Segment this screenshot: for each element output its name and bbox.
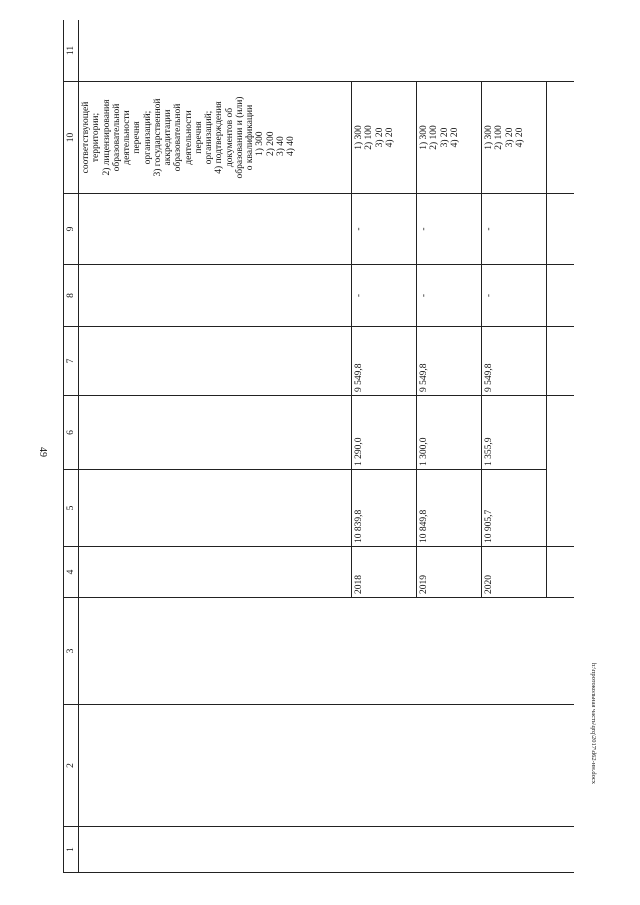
cell-c2 bbox=[547, 705, 575, 827]
cell-c9-main bbox=[79, 194, 352, 265]
cell-c1 bbox=[417, 827, 482, 873]
text-line: 4) 40 bbox=[286, 136, 296, 156]
text-line: образовательной bbox=[173, 103, 184, 172]
indicator-value: 3) 20 bbox=[374, 127, 385, 148]
text-line: 4) подтверждения bbox=[214, 101, 225, 174]
cell-total: 10 839,8 bbox=[352, 470, 417, 547]
indicator-value: 1) 300 bbox=[484, 125, 494, 150]
cell-c8: - bbox=[352, 265, 417, 327]
cell-c9: - bbox=[417, 194, 482, 265]
col-header-7: 7 bbox=[64, 327, 79, 396]
cell-c2-main bbox=[79, 705, 352, 827]
header-row bbox=[64, 20, 79, 873]
text-line: образовательной bbox=[111, 103, 122, 172]
cell-c3 bbox=[352, 598, 417, 705]
text-line: о квалификации bbox=[245, 104, 255, 171]
cell-c2 bbox=[482, 705, 547, 827]
col-header-4: 4 bbox=[64, 547, 79, 598]
cell-c10 bbox=[547, 82, 575, 194]
indicator-value: 4) 20 bbox=[514, 127, 525, 148]
indicator-value: 3) 20 bbox=[439, 127, 450, 148]
text-line: перечня bbox=[132, 121, 143, 154]
cell-c6-main bbox=[79, 396, 352, 470]
indicator-value: 2) 100 bbox=[364, 125, 375, 150]
indicator-value: 4) 20 bbox=[384, 127, 395, 148]
cell-indicators bbox=[417, 82, 482, 194]
cell-c7: 9 549,8 bbox=[352, 327, 417, 396]
col-header-1: 1 bbox=[64, 827, 79, 873]
footer-file-path: h:\протокольная часть\qrq\2017\d62-нн.docx bbox=[590, 663, 597, 784]
cell-indicators bbox=[482, 82, 547, 194]
rotated-table-container bbox=[63, 20, 574, 873]
cell-c1 bbox=[352, 827, 417, 873]
cell-c3 bbox=[417, 598, 482, 705]
table-row bbox=[352, 20, 417, 873]
col-header-2: 2 bbox=[64, 705, 79, 827]
indicator-value: 1) 300 bbox=[354, 125, 364, 150]
cell-c5-main bbox=[79, 470, 352, 547]
text-line: деятельности bbox=[183, 110, 194, 165]
cell-total: 10 849,8 bbox=[417, 470, 482, 547]
cell-c6 bbox=[547, 396, 575, 470]
text-line: территории; bbox=[91, 112, 102, 163]
cell-total: 10 905,7 bbox=[482, 470, 547, 547]
cell-c1 bbox=[547, 827, 575, 873]
cell-c3 bbox=[547, 598, 575, 705]
text-line: документов об bbox=[224, 107, 235, 168]
cell-c8-main bbox=[79, 265, 352, 327]
continued-indicator-text bbox=[79, 82, 352, 194]
cell-c7 bbox=[547, 327, 575, 396]
cell-c6: 1 355,9 bbox=[482, 396, 547, 470]
text-line: 3) 40 bbox=[275, 136, 286, 156]
cell-c11 bbox=[417, 20, 482, 82]
cell-c11 bbox=[482, 20, 547, 82]
table-row bbox=[417, 20, 482, 873]
cell-c7: 9 549,8 bbox=[482, 327, 547, 396]
indicator-value: 3) 20 bbox=[504, 127, 515, 148]
text-line: соответствующей bbox=[81, 101, 91, 174]
cell-c2 bbox=[417, 705, 482, 827]
cell-c9 bbox=[547, 194, 575, 265]
cell-c2 bbox=[352, 705, 417, 827]
col-header-3: 3 bbox=[64, 598, 79, 705]
cell-c9: - bbox=[482, 194, 547, 265]
indicator-value: 2) 100 bbox=[494, 125, 505, 150]
text-line: аккредитации bbox=[163, 109, 173, 166]
table-row bbox=[482, 20, 547, 873]
indicator-value: 4) 20 bbox=[449, 127, 460, 148]
text-line: 1) 300 bbox=[255, 131, 266, 156]
col-header-6: 6 bbox=[64, 396, 79, 470]
page-number: 49 bbox=[37, 447, 48, 457]
cell-c6: 1 300,0 bbox=[417, 396, 482, 470]
indicator-value: 2) 100 bbox=[429, 125, 440, 150]
cell-c3-main bbox=[79, 598, 352, 705]
cell-c7-main bbox=[79, 327, 352, 396]
table-row-empty bbox=[547, 20, 575, 873]
col-header-10: 10 bbox=[64, 82, 79, 194]
cell-year: 2018 bbox=[352, 547, 417, 598]
col-header-8: 8 bbox=[64, 265, 79, 327]
cell-c3 bbox=[482, 598, 547, 705]
program-table bbox=[63, 20, 574, 873]
cell-c7: 9 549,8 bbox=[417, 327, 482, 396]
cell-indicators bbox=[352, 82, 417, 194]
col-header-11: 11 bbox=[64, 20, 79, 82]
cell-c11 bbox=[547, 20, 575, 82]
cell-c8: - bbox=[482, 265, 547, 327]
cell-year: 2020 bbox=[482, 547, 547, 598]
text-line: организаций; bbox=[142, 110, 153, 165]
cell-c11-main bbox=[79, 20, 352, 82]
col-header-5: 5 bbox=[64, 470, 79, 547]
text-line: деятельности bbox=[122, 110, 132, 165]
cell-c4-main bbox=[79, 547, 352, 598]
cell-c1-main bbox=[79, 827, 352, 873]
text-line: перечня bbox=[193, 121, 204, 154]
cell-c11 bbox=[352, 20, 417, 82]
cell-c9: - bbox=[352, 194, 417, 265]
text-line: 3) государственной bbox=[152, 98, 163, 177]
col-header-9: 9 bbox=[64, 194, 79, 265]
text-line: 2) лицензирования bbox=[101, 99, 112, 176]
indicator-value: 1) 300 bbox=[419, 125, 429, 150]
continued-row bbox=[79, 20, 352, 873]
cell-c1 bbox=[482, 827, 547, 873]
cell-c5 bbox=[547, 470, 575, 547]
cell-year: 2019 bbox=[417, 547, 482, 598]
text-line: образовании и (или) bbox=[234, 96, 245, 179]
text-line: 2) 200 bbox=[265, 131, 276, 156]
cell-c6: 1 290,0 bbox=[352, 396, 417, 470]
cell-c4 bbox=[547, 547, 575, 598]
text-line: организаций; bbox=[204, 110, 214, 165]
cell-c8: - bbox=[417, 265, 482, 327]
cell-c8 bbox=[547, 265, 575, 327]
